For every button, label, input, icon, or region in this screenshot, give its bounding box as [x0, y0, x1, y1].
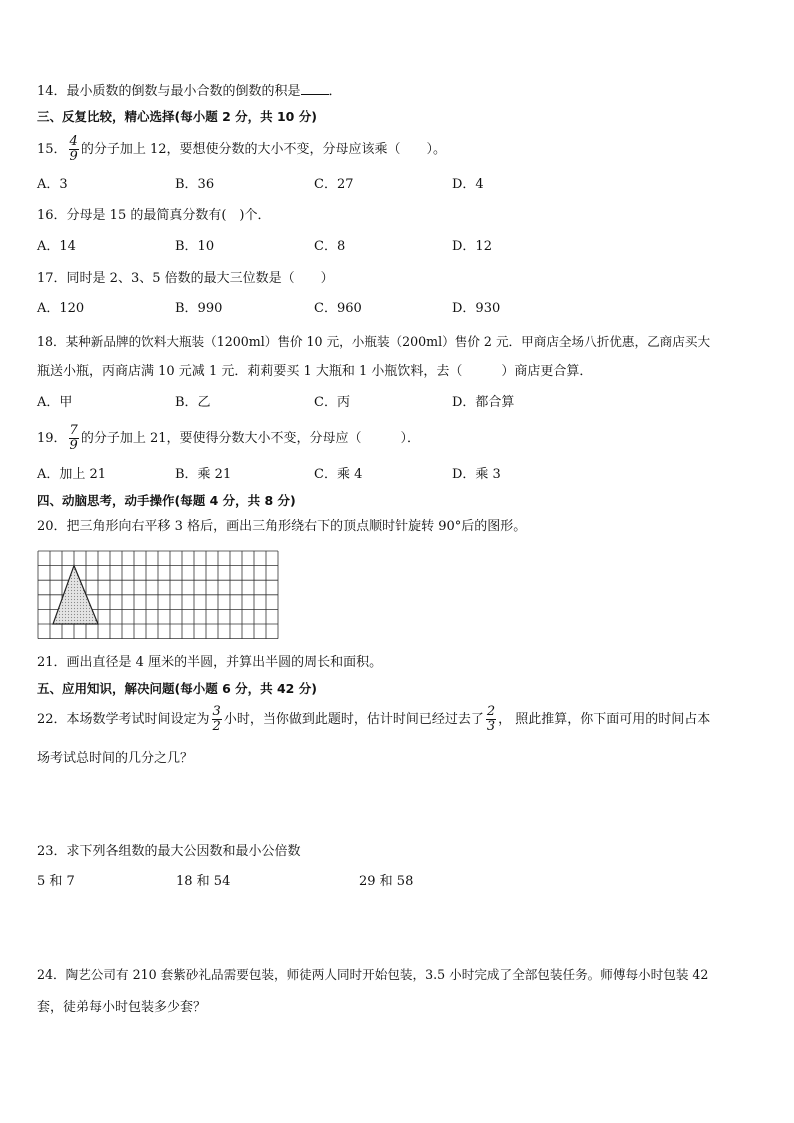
grid-diagram: [37, 550, 279, 640]
q19-text: 的分子加上 21，要使得分数大小不变，分母应（ ）．: [80, 431, 421, 446]
q16-option-b: B．10: [175, 239, 215, 254]
question-21: 21．画出直径是 4 厘米的半圆，并算出半圆的周长和面积。: [37, 655, 383, 670]
answer-blank[interactable]: [301, 82, 329, 95]
q15-option-d: D．4: [452, 177, 484, 192]
q15-option-b: B．36: [175, 177, 215, 192]
question-22-line-1: [37, 700, 710, 740]
q17-option-b: B．990: [175, 301, 223, 316]
q16-option-c: C．8: [314, 239, 346, 254]
q19-number: 19．: [37, 431, 67, 446]
fraction: [486, 705, 496, 734]
q18-option-a: A．甲: [37, 395, 73, 410]
fraction-denominator: 3: [486, 719, 496, 734]
question-22-line-2: 场考试总时间的几分之几？: [37, 751, 194, 766]
q15-option-c: C．27: [314, 177, 354, 192]
q19-option-b: B．乘 21: [175, 467, 232, 482]
q14-tail: ．: [328, 84, 342, 99]
section-5-heading: 五、应用知识，解决问题(每小题 6 分，共 42 分): [37, 681, 317, 696]
fraction: [69, 135, 79, 164]
question-16: 16．分母是 15 的最简真分数有( )个．: [37, 208, 271, 223]
question-24-line-1: 24．陶艺公司有 210 套紫砂礼品需要包装，师徒两人同时开始包装，3.5 小时完成了全部包装任务。师傅每小时包装 42: [37, 967, 709, 982]
q16-option-d: D．12: [452, 239, 492, 254]
q22-text-end: ， 照此推算，你下面可用的时间占本: [498, 712, 711, 727]
q23-group-2: 18 和 54: [176, 874, 231, 889]
fraction-denominator: 9: [69, 438, 78, 453]
q16-option-a: A．14: [37, 239, 76, 254]
q17-option-c: C．960: [314, 301, 362, 316]
question-24-line-2: 套，徒弟每小时包装多少套？: [37, 1000, 207, 1015]
q17-option-a: A．120: [37, 301, 85, 316]
fraction: [69, 424, 79, 453]
q15-text: 的分子加上 12，要想使分数的大小不变，分母应该乘（ ）。: [80, 142, 447, 157]
question-20: 20．把三角形向右平移 3 格后，画出三角形绕右下的顶点顺时针旋转 90°后的图形。: [37, 519, 527, 534]
q15-number: 15．: [37, 142, 67, 157]
question-23: 23．求下列各组数的最大公因数和最小公倍数: [37, 844, 301, 859]
q19-option-d: D．乘 3: [452, 467, 501, 482]
question-17: 17．同时是 2、3、5 倍数的最大三位数是（ ）: [37, 271, 334, 286]
q18-option-c: C．丙: [314, 395, 350, 410]
q18-option-d: D．都合算: [452, 395, 515, 410]
fraction: [212, 705, 222, 734]
q14-text: 14．最小质数的倒数与最小合数的倒数的积是: [37, 84, 301, 99]
question-18-line-1: 18．某种新品牌的饮料大瓶装（1200ml）售价 10 元，小瓶装（200ml）售价 2 元．甲商店全场八折优惠，乙商店买大: [37, 334, 711, 349]
question-18-line-2: 瓶送小瓶，丙商店满 10 元减 1 元．莉莉要买 1 大瓶和 1 小瓶饮料，去（ ）商店更合算．: [37, 364, 593, 379]
section-4-heading: 四、动脑思考，动手操作(每题 4 分，共 8 分): [37, 493, 296, 508]
fraction-numerator: 4: [69, 134, 78, 149]
question-14: [37, 82, 342, 101]
q22-text-mid: 小时，当你做到此题时，估计时间已经过去了: [223, 712, 484, 727]
q19-option-c: C．乘 4: [314, 467, 363, 482]
fraction-denominator: 9: [69, 149, 78, 164]
q22-text-start: 22．本场数学考试时间设定为: [37, 712, 210, 727]
q23-group-1: 5 和 7: [37, 874, 75, 889]
fraction-numerator: 2: [486, 704, 496, 719]
q15-option-a: A．3: [37, 177, 68, 192]
q18-option-b: B．乙: [175, 395, 211, 410]
section-3-heading: 三、反复比较，精心选择(每小题 2 分，共 10 分): [37, 109, 317, 124]
question-19: [37, 419, 420, 459]
q19-option-a: A．加上 21: [37, 467, 107, 482]
fraction-numerator: 7: [69, 423, 78, 438]
question-15: [37, 130, 446, 170]
fraction-denominator: 2: [212, 719, 221, 734]
q17-option-d: D．930: [452, 301, 501, 316]
fraction-numerator: 3: [212, 704, 221, 719]
q23-group-3: 29 和 58: [359, 874, 414, 889]
